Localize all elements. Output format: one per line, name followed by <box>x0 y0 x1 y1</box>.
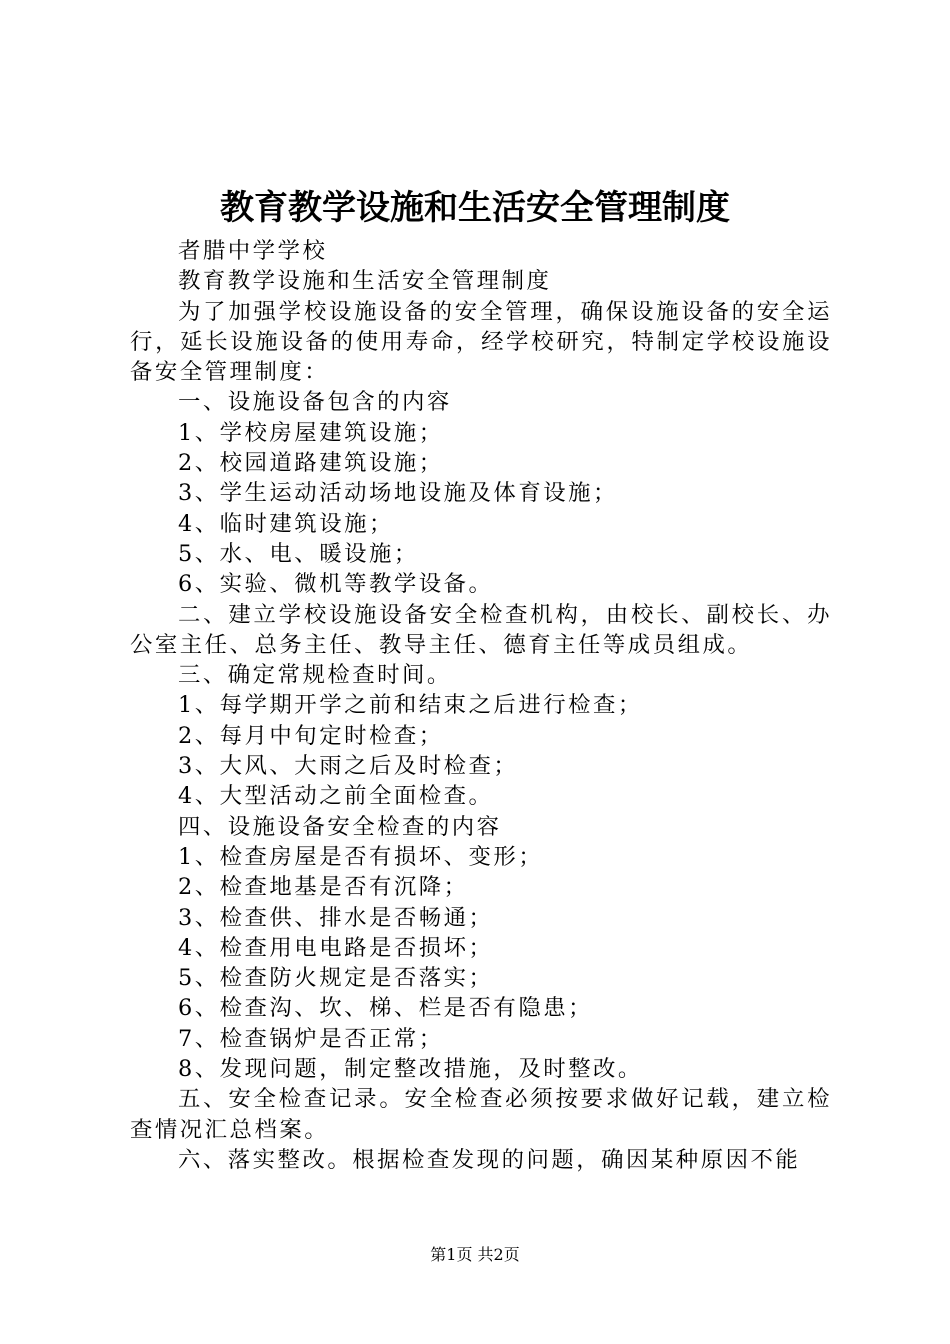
section-paragraph: 二、建立学校设施设备安全检查机构，由校长、副校长、办公室主任、总务主任、教导主任、德育主任等成员组成。 <box>130 601 832 658</box>
subtitle: 教育教学设施和生活安全管理制度 <box>178 268 552 295</box>
section-heading: 四、设施设备安全检查的内容 <box>178 813 502 840</box>
list-item: 2、校园道路建筑设施； <box>178 450 444 477</box>
list-item: 3、检查供、排水是否畅通； <box>178 904 494 931</box>
section-paragraph: 六、落实整改。根据检查发现的问题，确因某种原因不能 <box>178 1146 801 1173</box>
document-title: 教育教学设施和生活安全管理制度 <box>220 188 730 228</box>
list-item: 3、学生运动活动场地设施及体育设施； <box>178 480 618 507</box>
list-item: 3、大风、大雨之后及时检查； <box>178 753 519 780</box>
list-item: 6、实验、微机等教学设备。 <box>178 571 494 598</box>
list-item: 4、检查用电电路是否损坏； <box>178 934 494 961</box>
list-item: 4、临时建筑设施； <box>178 510 394 537</box>
list-item: 8、发现问题，制定整改措施，及时整改。 <box>178 1056 643 1083</box>
list-item: 1、每学期开学之前和结束之后进行检查； <box>178 692 643 719</box>
school-name: 者腊中学学校 <box>178 238 328 264</box>
section-paragraph: 五、安全检查记录。安全检查必须按要求做好记载，建立检查情况汇总档案。 <box>130 1086 832 1143</box>
section-heading: 三、确定常规检查时间。 <box>178 662 452 689</box>
list-item: 6、检查沟、坎、梯、栏是否有隐患； <box>178 995 593 1022</box>
list-item: 1、检查房屋是否有损坏、变形； <box>178 843 544 870</box>
document-body <box>130 236 832 1175</box>
intro-paragraph: 为了加强学校设施设备的安全管理，确保设施设备的安全运行，延长设施设备的使用寿命，经学校研究，特制定学校设施设备安全管理制度： <box>130 298 832 386</box>
list-item: 2、检查地基是否有沉降； <box>178 874 469 901</box>
list-item: 4、大型活动之前全面检查。 <box>178 783 494 810</box>
section-heading: 一、设施设备包含的内容 <box>178 389 452 416</box>
list-item: 7、检查锅炉是否正常； <box>178 1025 444 1052</box>
list-item: 5、检查防火规定是否落实； <box>178 965 494 992</box>
page-number: 第1页 共2页 <box>430 1245 520 1264</box>
list-item: 1、学校房屋建筑设施； <box>178 419 444 446</box>
list-item: 5、水、电、暖设施； <box>178 540 419 567</box>
list-item: 2、每月中旬定时检查； <box>178 722 444 749</box>
